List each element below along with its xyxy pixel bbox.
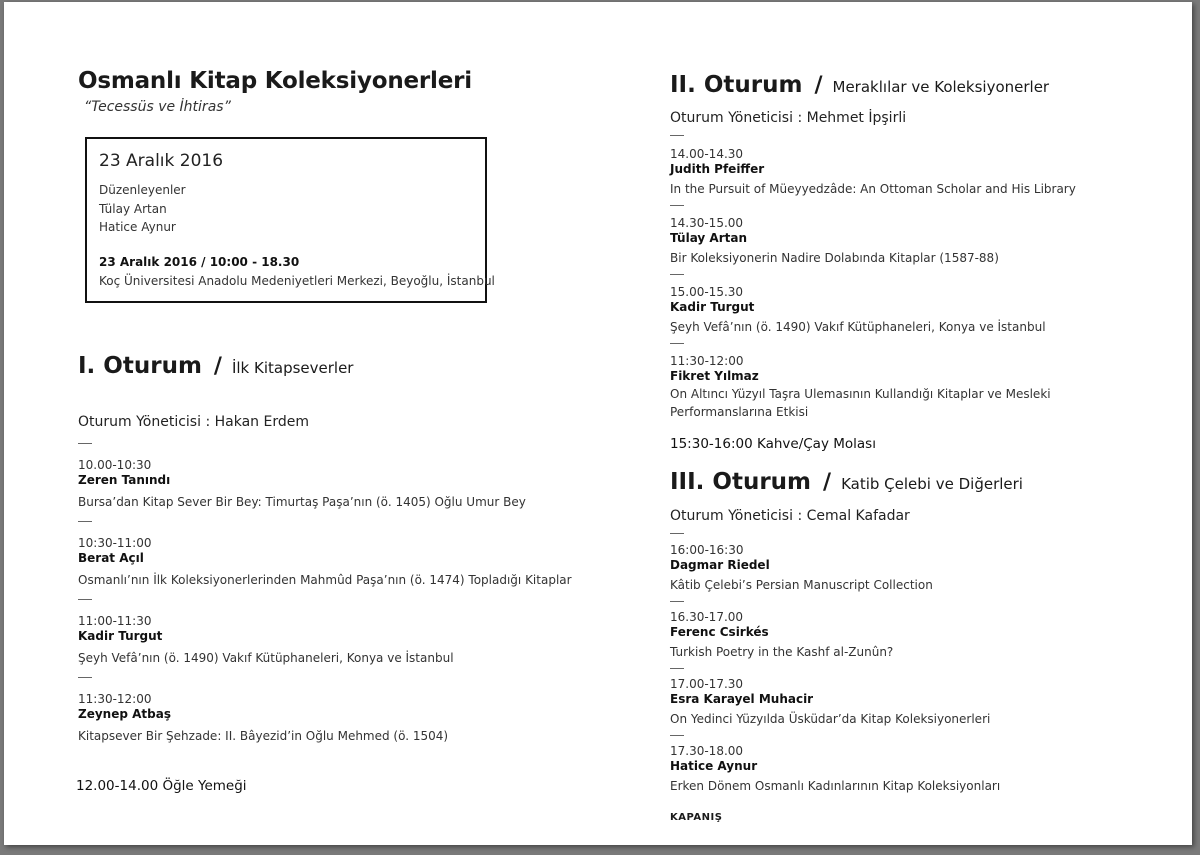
talk-speaker: Zeynep Atbaş	[78, 707, 171, 721]
session-1-title: İlk Kitapseverler	[231, 359, 354, 377]
divider	[78, 599, 92, 600]
talk-title: Bir Koleksiyonerin Nadire Dolabında Kitaplar (1587-88)	[670, 251, 999, 265]
session-3-title: Katib Çelebi ve Diğerleri	[841, 475, 1023, 493]
talk-time: 14.00-14.30	[670, 147, 744, 161]
closing-label: KAPANIŞ	[670, 812, 723, 823]
talk-title: On Altıncı Yüzyıl Taşra Ulemasının Kullandığı Kitaplar ve Mesleki Performanslarına Etkisi	[670, 387, 1051, 419]
session-1-heading	[78, 353, 353, 379]
organizers-label: Düzenleyenler	[99, 183, 186, 197]
talk-time: 11:30-12:00	[78, 692, 152, 706]
session-3-moderator: Oturum Yöneticisi : Cemal Kafadar	[670, 508, 910, 524]
talk-speaker: Zeren Tanındı	[78, 473, 171, 487]
divider	[670, 205, 684, 206]
talk-time: 10:30-11:00	[78, 536, 152, 550]
talk-speaker: Berat Açıl	[78, 551, 144, 565]
divider	[670, 533, 684, 534]
organizer-name: Hatice Aynur	[99, 220, 176, 234]
page-subtitle: “Tecessüs ve İhtiras”	[84, 99, 231, 115]
event-datetime: 23 Aralık 2016 / 10:00 - 18.30	[99, 255, 300, 269]
page-title: Osmanlı Kitap Koleksiyonerleri	[78, 68, 472, 94]
divider	[670, 343, 684, 344]
talk-speaker: Tülay Artan	[670, 231, 748, 245]
talk-title: Kitapsever Bir Şehzade: II. Bâyezid’in Oğlu Mehmed (ö. 1504)	[78, 729, 449, 743]
talk-title: Kâtib Çelebi’s Persian Manuscript Collection	[670, 578, 933, 592]
talk-time: 16:00-16:30	[670, 543, 744, 557]
talk-title: On Yedinci Yüzyılda Üsküdar’da Kitap Koleksiyonerleri	[670, 712, 991, 726]
session-2-moderator: Oturum Yöneticisi : Mehmet İpşirli	[670, 110, 907, 126]
divider	[670, 735, 684, 736]
coffee-break: 15:30-16:00 Kahve/Çay Molası	[670, 436, 876, 452]
session-3-number: III. Oturum	[670, 469, 812, 495]
talk-title: Turkish Poetry in the Kashf al-Zunûn?	[670, 645, 894, 659]
event-venue: Koç Üniversitesi Anadolu Medeniyetleri Merkezi, Beyoğlu, İstanbul	[99, 273, 495, 288]
talk-speaker: Ferenc Csirkés	[670, 625, 769, 639]
event-info-box	[85, 137, 495, 303]
talk-title: Şeyh Vefâ’nın (ö. 1490) Vakıf Kütüphaneleri, Konya ve İstanbul	[78, 651, 454, 665]
talk-time: 16.30-17.00	[670, 610, 744, 624]
talk-time: 17.00-17.30	[670, 677, 744, 691]
divider	[670, 601, 684, 602]
talk-speaker: Esra Karayel Muhacir	[670, 692, 814, 706]
talk-title: Osmanlı’nın İlk Koleksiyonerlerinden Mahmûd Paşa’nın (ö. 1474) Topladığı Kitaplar	[78, 573, 572, 587]
program-page	[4, 2, 1192, 845]
session-1-number: I. Oturum	[78, 353, 202, 379]
talk-time: 15.00-15.30	[670, 285, 744, 299]
divider	[670, 135, 684, 136]
talk-speaker: Kadir Turgut	[670, 300, 755, 314]
session-2-title: Meraklılar ve Koleksiyonerler	[832, 78, 1050, 96]
divider	[78, 443, 92, 444]
talk-title: Erken Dönem Osmanlı Kadınlarının Kitap Koleksiyonları	[670, 779, 1001, 793]
divider	[78, 521, 92, 522]
talk-time: 10.00-10:30	[78, 458, 152, 472]
talk-speaker: Hatice Aynur	[670, 759, 758, 773]
session-2-number: II. Oturum	[670, 72, 803, 98]
talk-speaker: Fikret Yılmaz	[670, 369, 759, 383]
session-3-heading	[670, 469, 1023, 495]
talk-title: In the Pursuit of Müeyyedzâde: An Ottoman Scholar and His Library	[670, 182, 1076, 196]
talk-time: 11:00-11:30	[78, 614, 152, 628]
talk-speaker: Dagmar Riedel	[670, 558, 770, 572]
divider	[670, 274, 684, 275]
divider	[78, 677, 92, 678]
session-3-slash: /	[823, 470, 832, 495]
divider	[670, 668, 684, 669]
organizer-name: Tülay Artan	[99, 201, 167, 216]
talk-time: 11:30-12:00	[670, 354, 744, 368]
talk-speaker: Judith Pfeiffer	[670, 162, 765, 176]
organizers-block	[99, 181, 186, 237]
talk-title: Bursa’dan Kitap Sever Bir Bey: Timurtaş Paşa’nın (ö. 1405) Oğlu Umur Bey	[78, 495, 526, 509]
talk-speaker: Kadir Turgut	[78, 629, 163, 643]
talk-time: 17.30-18.00	[670, 744, 744, 758]
session-2-slash: /	[814, 73, 823, 98]
session-1-slash: /	[213, 354, 222, 379]
session-2-heading	[670, 72, 1049, 98]
talk-time: 14.30-15.00	[670, 216, 744, 230]
session-1-moderator: Oturum Yöneticisi : Hakan Erdem	[78, 414, 309, 430]
talk-title: Şeyh Vefâ’nın (ö. 1490) Vakıf Kütüphaneleri, Konya ve İstanbul	[670, 320, 1046, 334]
lunch-break: 12.00-14.00 Öğle Yemeği	[76, 778, 247, 794]
event-date: 23 Aralık 2016	[99, 151, 224, 171]
datetime-venue-block	[99, 253, 495, 290]
